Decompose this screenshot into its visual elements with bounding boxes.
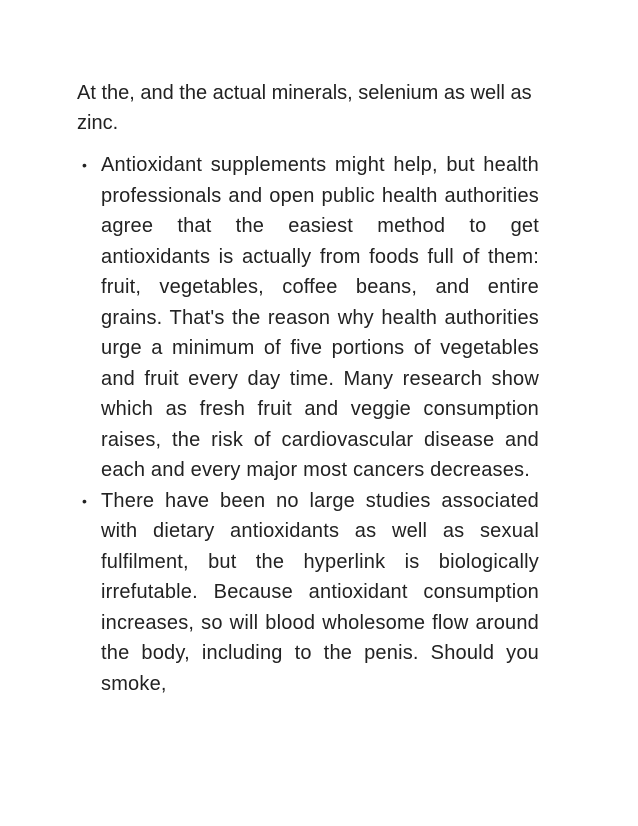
intro-paragraph: At the, and the actual minerals, selenium as well as zinc. [77, 82, 532, 134]
list-item [77, 150, 539, 486]
bullet-icon: • [82, 492, 88, 509]
bullet-text: There have been no large studies associated with dietary antioxidants as well as sexual fulfilment, but the hyperlink is biologically irrefutable. Because antioxidant consumption increases, so will blood wholesome flow around the body, including to the penis. Should you smoke, [101, 489, 539, 695]
bullet-text: Antioxidant supplements might help, but health professionals and open public health authorities agree that the easiest method to get antioxidants is actually from foods full of them: fruit, vegetables, coffee beans, and entire grains. That's the reason why health authorities urge a minimum of five portions of vegetables and fruit every day time. Many research show which as fresh fruit and veggie consumption raises, the risk of cardiovascular disease and each and every major most cancers decreases. [101, 154, 539, 481]
list-item [77, 486, 539, 700]
bullet-list [77, 150, 539, 699]
bullet-icon: • [82, 157, 88, 173]
